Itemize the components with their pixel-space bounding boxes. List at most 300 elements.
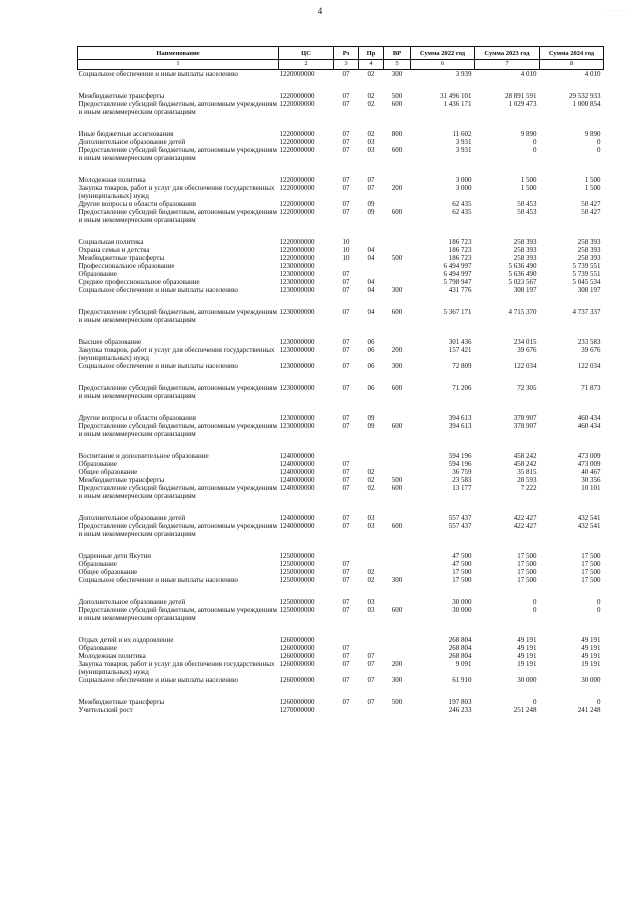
table-row — [78, 346, 604, 362]
cell-pr — [359, 706, 384, 714]
cell-sum-2024: 5 739 551 — [572, 262, 601, 270]
cell-sum-2023: 17 500 — [517, 560, 537, 568]
cell-name: Социальная политика — [78, 238, 144, 246]
cell-vr — [384, 560, 411, 568]
cell-cs: 1250000000 — [279, 576, 315, 584]
cell-name: Другие вопросы в области образования — [78, 200, 197, 208]
table-row — [78, 146, 604, 162]
cell-cs: 1220000000 — [279, 184, 315, 192]
cell-sum-2024: 40 467 — [581, 468, 601, 476]
cell-cs: 1260000000 — [279, 698, 315, 706]
cell-rz: 07 — [342, 346, 350, 354]
cell-name: Учительский рост — [78, 706, 133, 714]
table-row — [78, 246, 604, 254]
cell-cs: 1260000000 — [279, 652, 315, 660]
spacer-cell — [78, 438, 604, 452]
cell-name: Общее образование — [78, 468, 138, 476]
cell-rz: 07 — [342, 644, 350, 652]
cell-pr: 07 — [367, 184, 375, 192]
table-body — [78, 70, 604, 715]
cell-pr: 06 — [367, 384, 375, 392]
spacer-row — [78, 78, 604, 92]
cell-sum-2024: 30 000 — [581, 676, 601, 684]
cell-pr: 03 — [367, 522, 375, 530]
spacer-cell — [78, 538, 604, 552]
cell-sum-2024: 460 434 — [577, 422, 601, 430]
cell-sum-2024: 0 — [597, 146, 601, 154]
cell-name: Предоставление субсидий бюджетным, автономным учреждениям и иным некоммерческим организациям — [78, 522, 277, 538]
cell-name: Предоставление субсидий бюджетным, автономным учреждениям и иным некоммерческим организациям — [78, 422, 277, 438]
cell-cs: 1230000000 — [279, 346, 315, 354]
cell-pr: 02 — [367, 92, 375, 100]
cell-sum-2023: 49 191 — [517, 644, 537, 652]
cell-name: Отдых детей и их оздоровление — [78, 636, 174, 644]
cell-sum-2023: 258 393 — [513, 246, 537, 254]
table-row — [78, 200, 604, 208]
cell-cs: 1250000000 — [279, 568, 315, 576]
cell-cs: 1230000000 — [279, 262, 315, 270]
cell-pr: 09 — [367, 414, 375, 422]
spacer-row — [78, 400, 604, 414]
cell-vr: 200 — [391, 660, 403, 668]
cell-sum-2023: 4 715 370 — [508, 308, 537, 316]
cell-cs: 1230000000 — [279, 278, 315, 286]
cell-pr: 07 — [367, 652, 375, 660]
cell-sum-2023: 50 453 — [517, 208, 537, 216]
table-row — [78, 636, 604, 644]
scan-noise-decoration: · · · · · · — [602, 9, 630, 14]
cell-pr: 02 — [367, 568, 375, 576]
cell-rz: 07 — [342, 208, 350, 216]
cell-sum-2023: 1 500 — [520, 184, 537, 192]
cell-sum-2022: 3 931 — [455, 146, 472, 154]
cell-sum-2024: 473 009 — [577, 460, 601, 468]
cell-name: Дополнительное образование детей — [78, 598, 186, 606]
cell-sum-2024: 29 532 933 — [569, 92, 601, 100]
cell-sum-2022: 268 804 — [448, 652, 472, 660]
cell-cs: 1240000000 — [279, 476, 315, 484]
spacer-row — [78, 294, 604, 308]
cell-name: Социальное обеспечение и иные выплаты населению — [78, 676, 238, 684]
cell-vr — [384, 460, 411, 468]
cell-vr: 200 — [391, 346, 403, 354]
cell-cs: 1220000000 — [279, 200, 315, 208]
spacer-row — [78, 116, 604, 130]
cell-sum-2023: 17 500 — [517, 552, 537, 560]
cell-rz: 07 — [342, 460, 350, 468]
cell-sum-2023: 5 636 490 — [508, 262, 537, 270]
spacer-row — [78, 584, 604, 598]
cell-sum-2022: 36 759 — [452, 468, 472, 476]
table-row — [78, 560, 604, 568]
cell-sum-2023: 30 000 — [517, 676, 537, 684]
cell-sum-2024: 0 — [597, 598, 601, 606]
cell-sum-2022: 431 776 — [448, 286, 472, 294]
cell-vr: 300 — [391, 676, 403, 684]
cell-name: Социальное обеспечение и иные выплаты населению — [78, 286, 238, 294]
cell-vr — [384, 468, 411, 476]
cell-vr: 500 — [391, 698, 403, 706]
cell-pr — [359, 262, 384, 270]
cell-sum-2024: 49 191 — [581, 636, 601, 644]
cell-cs: 1240000000 — [279, 460, 315, 468]
spacer-row — [78, 438, 604, 452]
cell-sum-2022: 3 000 — [455, 184, 472, 192]
cell-rz — [334, 452, 359, 460]
cell-cs: 1220000000 — [279, 100, 315, 108]
cell-name: Закупка товаров, работ и услуг для обеспечения государственных (муниципальных) нужд — [78, 184, 275, 200]
cell-rz: 07 — [342, 146, 350, 154]
cell-name: Молодежная политика — [78, 176, 146, 184]
cell-sum-2024: 17 500 — [581, 576, 601, 584]
cell-cs: 1240000000 — [279, 522, 315, 530]
table-row — [78, 676, 604, 684]
column-number: 3 — [334, 60, 359, 70]
table-row — [78, 254, 604, 262]
cell-rz: 07 — [342, 422, 350, 430]
cell-rz: 10 — [342, 254, 350, 262]
cell-name: Другие вопросы в области образования — [78, 414, 197, 422]
cell-cs: 1250000000 — [279, 560, 315, 568]
cell-sum-2022: 6 494 997 — [443, 262, 472, 270]
cell-sum-2024: 71 873 — [581, 384, 601, 392]
cell-sum-2022: 186 723 — [448, 246, 472, 254]
header-row — [78, 47, 604, 60]
cell-pr: 04 — [367, 286, 375, 294]
cell-vr — [384, 636, 411, 644]
table-row — [78, 698, 604, 706]
cell-vr: 600 — [391, 208, 403, 216]
cell-sum-2022: 594 196 — [448, 452, 472, 460]
cell-sum-2024: 10 101 — [581, 484, 601, 492]
cell-name: Предоставление субсидий бюджетным, автономным учреждениям и иным некоммерческим организациям — [78, 484, 277, 500]
table-row — [78, 278, 604, 286]
table-row — [78, 384, 604, 400]
cell-sum-2024: 4 010 — [584, 70, 601, 78]
cell-sum-2023: 50 453 — [517, 200, 537, 208]
cell-name: Образование — [78, 644, 117, 652]
cell-name: Предоставление субсидий бюджетным, автономным учреждениям и иным некоммерческим организациям — [78, 208, 277, 224]
cell-rz: 07 — [342, 652, 350, 660]
cell-name: Межбюджетные трансферты — [78, 698, 165, 706]
table-row — [78, 238, 604, 246]
cell-name: Межбюджетные трансферты — [78, 254, 165, 262]
cell-vr — [384, 568, 411, 576]
table-row — [78, 652, 604, 660]
cell-vr — [384, 598, 411, 606]
cell-sum-2023: 49 191 — [517, 636, 537, 644]
cell-sum-2022: 17 500 — [452, 576, 472, 584]
cell-sum-2024: 308 197 — [577, 286, 601, 294]
cell-rz: 07 — [342, 70, 350, 78]
cell-rz: 07 — [342, 138, 350, 146]
cell-vr — [384, 238, 411, 246]
cell-cs: 1240000000 — [279, 468, 315, 476]
cell-vr — [384, 200, 411, 208]
cell-sum-2024: 49 191 — [581, 652, 601, 660]
cell-name: Профессиональное образование — [78, 262, 175, 270]
cell-sum-2023: 0 — [533, 598, 537, 606]
header-name: Наименование — [78, 47, 279, 60]
cell-sum-2023: 4 010 — [520, 70, 537, 78]
table-row — [78, 468, 604, 476]
cell-sum-2023: 0 — [533, 146, 537, 154]
spacer-row — [78, 324, 604, 338]
cell-rz: 07 — [342, 184, 350, 192]
page-number: 4 — [317, 6, 323, 16]
cell-cs: 1220000000 — [279, 208, 315, 216]
cell-sum-2024: 1 500 — [584, 184, 601, 192]
cell-vr: 300 — [391, 286, 403, 294]
cell-sum-2024: 17 500 — [581, 568, 601, 576]
cell-rz: 07 — [342, 676, 350, 684]
cell-name: Межбюджетные трансферты — [78, 92, 165, 100]
header-sum-2023: Сумма 2023 год — [475, 47, 540, 60]
spacer-cell — [78, 324, 604, 338]
cell-sum-2023: 308 197 — [513, 286, 537, 294]
table-row — [78, 644, 604, 652]
cell-sum-2023: 234 015 — [513, 338, 537, 346]
cell-name: Охрана семьи и детства — [78, 246, 150, 254]
cell-vr — [384, 414, 411, 422]
spacer-row — [78, 370, 604, 384]
table-row — [78, 176, 604, 184]
cell-pr — [359, 560, 384, 568]
cell-sum-2022: 157 421 — [448, 346, 472, 354]
cell-sum-2024: 4 737 337 — [572, 308, 601, 316]
cell-vr — [384, 176, 411, 184]
cell-pr: 02 — [367, 576, 375, 584]
cell-sum-2022: 47 500 — [452, 552, 472, 560]
cell-sum-2023: 258 393 — [513, 254, 537, 262]
cell-sum-2022: 394 613 — [448, 414, 472, 422]
spacer-cell — [78, 294, 604, 308]
cell-sum-2024: 432 541 — [577, 522, 601, 530]
cell-sum-2024: 5 045 534 — [572, 278, 601, 286]
cell-vr — [384, 514, 411, 522]
cell-pr: 09 — [367, 208, 375, 216]
table-row — [78, 262, 604, 270]
cell-pr: 04 — [367, 308, 375, 316]
cell-name: Предоставление субсидий бюджетным, автономным учреждениям и иным некоммерческим организациям — [78, 146, 277, 162]
cell-sum-2024: 258 393 — [577, 246, 601, 254]
cell-sum-2024: 460 434 — [577, 414, 601, 422]
cell-sum-2022: 594 196 — [448, 460, 472, 468]
column-number: 2 — [279, 60, 334, 70]
cell-cs: 1270000000 — [279, 706, 315, 714]
cell-rz: 07 — [342, 484, 350, 492]
cell-sum-2024: 39 676 — [581, 346, 601, 354]
spacer-cell — [78, 400, 604, 414]
table-row — [78, 286, 604, 294]
cell-cs: 1230000000 — [279, 362, 315, 370]
cell-vr: 300 — [391, 362, 403, 370]
column-number: 4 — [359, 60, 384, 70]
header-sum-2024: Сумма 2024 год — [540, 47, 604, 60]
cell-cs: 1230000000 — [279, 384, 315, 392]
cell-sum-2022: 3 000 — [455, 176, 472, 184]
cell-pr: 03 — [367, 514, 375, 522]
table-row — [78, 460, 604, 468]
cell-sum-2023: 458 242 — [513, 460, 537, 468]
table-row — [78, 514, 604, 522]
cell-sum-2022: 62 435 — [452, 208, 472, 216]
cell-cs: 1230000000 — [279, 414, 315, 422]
table-row — [78, 552, 604, 560]
cell-rz: 07 — [342, 606, 350, 614]
spacer-row — [78, 500, 604, 514]
budget-table — [77, 46, 604, 714]
spacer-cell — [78, 622, 604, 636]
cell-sum-2023: 0 — [533, 138, 537, 146]
cell-name: Социальное обеспечение и иные выплаты населению — [78, 576, 238, 584]
cell-sum-2024: 258 393 — [577, 238, 601, 246]
cell-rz: 07 — [342, 130, 350, 138]
table-row — [78, 270, 604, 278]
cell-sum-2022: 13 177 — [452, 484, 472, 492]
cell-sum-2024: 1 000 854 — [572, 100, 601, 108]
cell-cs: 1220000000 — [279, 146, 315, 154]
cell-name: Предоставление субсидий бюджетным, автономным учреждениям и иным некоммерческим организациям — [78, 384, 277, 400]
cell-name: Социальное обеспечение и иные выплаты населению — [78, 70, 238, 78]
spacer-row — [78, 538, 604, 552]
cell-sum-2022: 62 435 — [452, 200, 472, 208]
cell-rz: 07 — [342, 92, 350, 100]
cell-pr: 04 — [367, 278, 375, 286]
cell-sum-2023: 19 191 — [517, 660, 537, 668]
cell-sum-2022: 197 803 — [448, 698, 472, 706]
cell-pr — [359, 552, 384, 560]
table-row — [78, 414, 604, 422]
cell-sum-2023: 122 034 — [513, 362, 537, 370]
column-number: 7 — [475, 60, 540, 70]
cell-cs: 1220000000 — [279, 238, 315, 246]
cell-pr — [359, 238, 384, 246]
cell-vr — [384, 270, 411, 278]
header-pr: Пр — [359, 47, 384, 60]
cell-cs: 1230000000 — [279, 338, 315, 346]
cell-vr: 300 — [391, 70, 403, 78]
cell-sum-2024: 17 500 — [581, 560, 601, 568]
cell-sum-2022: 246 233 — [448, 706, 472, 714]
cell-rz: 07 — [342, 468, 350, 476]
cell-sum-2023: 0 — [533, 698, 537, 706]
cell-pr: 04 — [367, 254, 375, 262]
spacer-row — [78, 162, 604, 176]
cell-pr — [359, 270, 384, 278]
cell-vr: 500 — [391, 476, 403, 484]
table-row — [78, 308, 604, 324]
cell-cs: 1220000000 — [279, 70, 315, 78]
cell-sum-2024: 17 500 — [581, 552, 601, 560]
cell-sum-2023: 1 500 — [520, 176, 537, 184]
table-row — [78, 130, 604, 138]
cell-name: Дополнительное образование детей — [78, 138, 186, 146]
cell-sum-2023: 258 393 — [513, 238, 537, 246]
cell-sum-2024: 0 — [597, 606, 601, 614]
cell-name: Закупка товаров, работ и услуг для обеспечения государственных (муниципальных) нужд — [78, 660, 275, 676]
cell-sum-2022: 71 206 — [452, 384, 472, 392]
table-row — [78, 568, 604, 576]
table-row — [78, 208, 604, 224]
cell-vr: 800 — [391, 130, 403, 138]
cell-pr: 03 — [367, 146, 375, 154]
cell-cs: 1240000000 — [279, 452, 315, 460]
cell-sum-2024: 432 541 — [577, 514, 601, 522]
cell-sum-2023: 7 222 — [520, 484, 537, 492]
cell-sum-2022: 186 723 — [448, 254, 472, 262]
cell-sum-2022: 72 809 — [452, 362, 472, 370]
cell-sum-2023: 39 676 — [517, 346, 537, 354]
cell-sum-2023: 5 636 490 — [508, 270, 537, 278]
column-number: 6 — [411, 60, 475, 70]
column-number: 8 — [540, 60, 604, 70]
cell-name: Социальное обеспечение и иные выплаты населению — [78, 362, 238, 370]
cell-vr — [384, 552, 411, 560]
cell-rz — [334, 706, 359, 714]
cell-rz: 07 — [342, 100, 350, 108]
cell-pr: 03 — [367, 138, 375, 146]
cell-cs: 1230000000 — [279, 422, 315, 430]
cell-sum-2023: 28 593 — [517, 476, 537, 484]
cell-cs: 1220000000 — [279, 246, 315, 254]
spacer-cell — [78, 224, 604, 238]
cell-sum-2022: 186 723 — [448, 238, 472, 246]
cell-sum-2024: 50 427 — [581, 200, 601, 208]
cell-vr — [384, 246, 411, 254]
cell-sum-2022: 268 804 — [448, 644, 472, 652]
cell-sum-2024: 258 393 — [577, 254, 601, 262]
cell-pr — [359, 636, 384, 644]
cell-sum-2023: 17 500 — [517, 568, 537, 576]
cell-name: Предоставление субсидий бюджетным, автономным учреждениям и иным некоммерческим организациям — [78, 606, 277, 622]
cell-rz: 07 — [342, 278, 350, 286]
cell-vr — [384, 706, 411, 714]
table-row — [78, 576, 604, 584]
cell-sum-2023: 49 191 — [517, 652, 537, 660]
cell-name: Предоставление субсидий бюджетным, автономным учреждениям и иным некоммерческим организациям — [78, 308, 277, 324]
cell-cs: 1240000000 — [279, 514, 315, 522]
cell-sum-2024: 49 191 — [581, 644, 601, 652]
cell-pr: 07 — [367, 676, 375, 684]
cell-vr — [384, 278, 411, 286]
cell-rz — [334, 262, 359, 270]
cell-sum-2022: 557 437 — [448, 522, 472, 530]
cell-sum-2023: 35 815 — [517, 468, 537, 476]
cell-rz: 07 — [342, 514, 350, 522]
cell-name: Среднее профессиональное образование — [78, 278, 200, 286]
cell-name: Дополнительное образование детей — [78, 514, 186, 522]
cell-sum-2024: 9 890 — [584, 130, 601, 138]
cell-rz: 07 — [342, 560, 350, 568]
spacer-cell — [78, 684, 604, 698]
cell-vr: 600 — [391, 308, 403, 316]
cell-pr — [359, 644, 384, 652]
cell-sum-2024: 50 427 — [581, 208, 601, 216]
cell-pr — [359, 460, 384, 468]
cell-rz: 07 — [342, 698, 350, 706]
table-row — [78, 362, 604, 370]
cell-vr — [384, 138, 411, 146]
cell-pr: 09 — [367, 422, 375, 430]
cell-sum-2022: 1 436 171 — [443, 100, 472, 108]
cell-sum-2022: 23 583 — [452, 476, 472, 484]
cell-pr: 03 — [367, 606, 375, 614]
cell-cs: 1250000000 — [279, 552, 315, 560]
cell-pr — [359, 452, 384, 460]
cell-pr: 07 — [367, 660, 375, 668]
cell-sum-2022: 47 500 — [452, 560, 472, 568]
